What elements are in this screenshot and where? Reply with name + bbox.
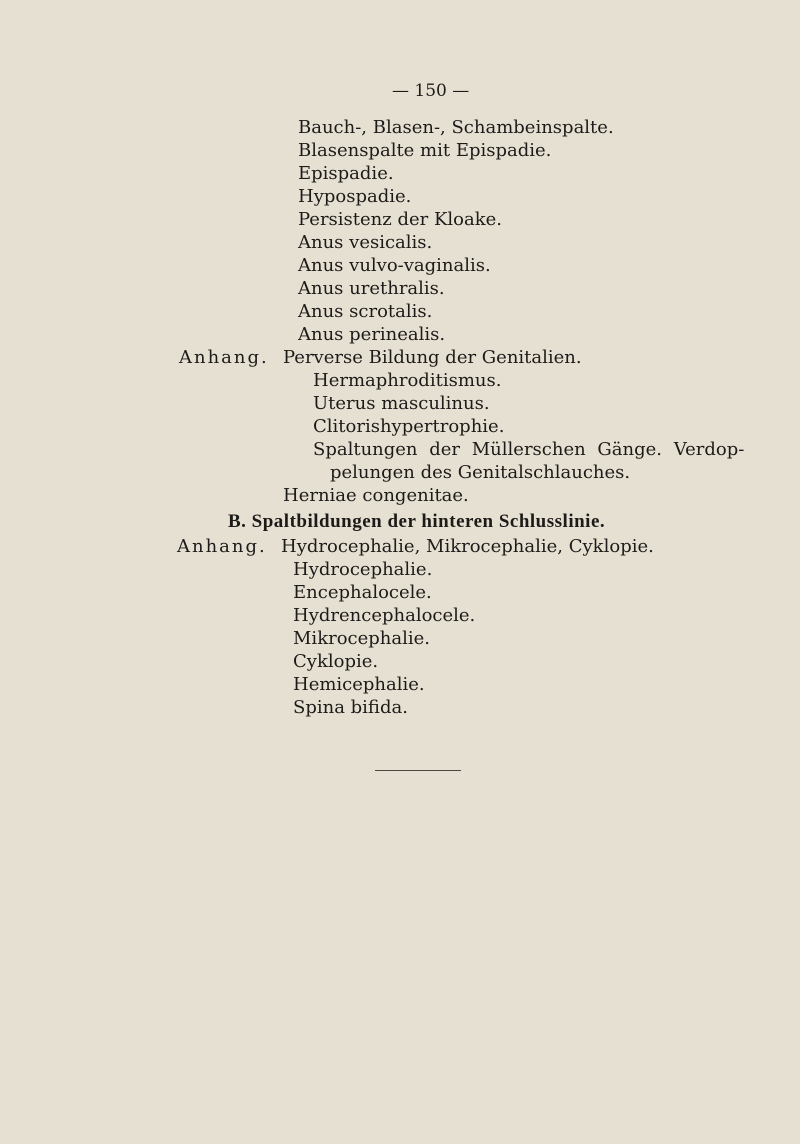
text-line: Blasenspalte mit Epispadie. [298, 140, 552, 161]
anhang-text: Hydrocephalie, Mikrocephalie, Cyklopie. [281, 536, 654, 557]
list-item: Spina bifida. [293, 697, 408, 718]
text-line: Spaltungen der Müllerschen Gänge. Verdop- [313, 439, 745, 460]
text-line: Uterus masculinus. [313, 393, 490, 414]
anhang-label: Anhang. [179, 347, 269, 368]
list-item: Encephalocele. [293, 582, 432, 603]
list-item: Hemicephalie. [293, 674, 425, 695]
text-line: Bauch-, Blasen-, Schambeinspalte. [298, 117, 614, 138]
text-line: Anus urethralis. [298, 278, 445, 299]
end-rule [375, 770, 461, 771]
list-item: Cyklopie. [293, 651, 379, 672]
text-line: Persistenz der Kloake. [298, 209, 503, 230]
list-item: Mikrocephalie. [293, 628, 431, 649]
section-heading: B. Spaltbildungen der hinteren Schlusslinie. [228, 511, 606, 532]
text-line: Clitorishypertrophie. [313, 416, 505, 437]
text-line: Anus vulvo-vaginalis. [298, 255, 491, 276]
text-line: Anus vesicalis. [298, 232, 433, 253]
anhang-label: Anhang. [177, 536, 267, 557]
text-line: pelungen des Genitalschlauches. [330, 462, 631, 483]
text-line: Epispadie. [298, 163, 394, 184]
list-item: Hydrencephalocele. [293, 605, 476, 626]
text-line: Hypospadie. [298, 186, 412, 207]
text-line: Anus scrotalis. [298, 301, 433, 322]
page-number: — 150 — [392, 81, 470, 101]
anhang-text: Perverse Bildung der Genitalien. [283, 347, 582, 368]
list-item: Hydrocephalie. [293, 559, 433, 580]
text-line: Hermaphroditismus. [313, 370, 502, 391]
text-line: Herniae congenitae. [283, 485, 469, 506]
text-line: Anus perinealis. [298, 324, 446, 345]
